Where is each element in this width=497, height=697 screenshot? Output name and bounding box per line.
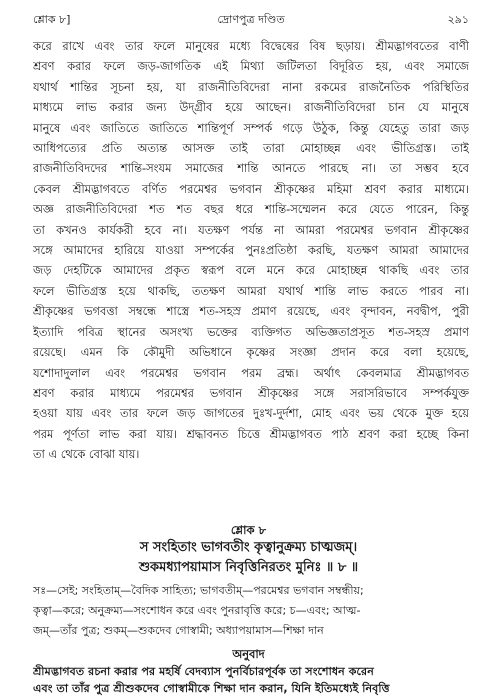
word-meaning-line: সঃ—সেই; সংহিতাম্—বৈদিক সাহিত্য; ভাগবতীম্—পরমেশ্বর ভগবান সম্বন্ধীয়; bbox=[33, 584, 364, 597]
purport-line: সঙ্গে আমাদের হারিয়ে যাওয়া সম্পর্কের পুনঃপ্রতিষ্ঠা করছি, যতক্ষণ আমরা আমাদের bbox=[33, 243, 469, 258]
purport-line: রয়েছে। এমন কি কৌমুদী অভিধানে কৃষ্ণের সংজ্ঞা প্রদান করে বলা হয়েছে, bbox=[33, 345, 469, 360]
purport-line: ইত্যাদি পবিত্র স্থানের অসংখ্য ভক্তের ব্যক্তিগত অভিজ্ঞতাপ্রসূত শত-সহস্র প্রমাণ bbox=[33, 324, 469, 339]
header-chapter-title: দ্রোণপুত্র দণ্ডিত bbox=[217, 13, 285, 26]
purport-line: হওয়া যায় এবং তার ফলে জড় জাগতের দুঃখ-দুর্দশা, মোহ এবং ভয় থেকে মুক্ত হয়ে bbox=[33, 406, 469, 421]
purport-line: ফলে ভীতিগ্রস্ত হয়ে থাকছি, ততক্ষণ আমরা যথার্থ শান্তি লাভ করতে পারব না। bbox=[33, 283, 469, 298]
purport-line: শ্রবণ করার ফলে জড়-জাগতিক এই মিথ্যা জটিলতা বিদূরিত হয়, এবং সমাজে bbox=[33, 59, 469, 74]
sloka-heading: শ্লোক ৮ bbox=[230, 523, 267, 537]
header-verse-number: শ্লোক ৮] bbox=[33, 13, 71, 26]
page-header bbox=[33, 10, 469, 30]
purport-line: মাধ্যমে লাভ করার জন্য উদ্গ্রীব হয়ে আছেন। রাজনীতিবিদেরা চান যে মানুষে bbox=[33, 100, 469, 115]
word-meaning-line: জম্—তাঁর পুত্র; শুকম্—শুকদেব গোস্বামী; অধ্যাপয়ামাস—শিক্ষা দান bbox=[33, 624, 324, 638]
translation bbox=[33, 663, 469, 697]
purport-line: শ্রবণ করার মাধ্যমে পরমেশ্বর ভগবান শ্রীকৃষ্ণের সঙ্গে সরাসরিভাবে সম্পর্কযুক্ত bbox=[33, 385, 469, 400]
purport-paragraph bbox=[33, 36, 469, 465]
purport-line: তা এ থেকে বোঝা যায়। bbox=[33, 447, 140, 462]
header-page-number: ২৯১ bbox=[447, 13, 469, 26]
purport-line: যথার্থ শান্তির সূচনা হয়, যা রাজনীতিবিদেরা নানা রকমের রাজনৈতিক পরিস্থিতির bbox=[33, 79, 469, 94]
purport-line: তা কখনও কার্যকরী হবে না। যতক্ষণ পর্যন্ত না আমরা পরমেশ্বর ভগবান শ্রীকৃষ্ণের bbox=[33, 222, 469, 237]
purport-line: কেবল শ্রীমদ্ভাগবতে বর্ণিত পরমেশ্বর ভগবান শ্রীকৃষ্ণের মহিমা শ্রবণ করার মাধ্যমে। bbox=[33, 181, 469, 196]
verse-line-1: স সংহিতাং ভাগবতীং কৃত্বানুক্রম্য চাত্মজম্। bbox=[139, 540, 358, 555]
purport-line: আধিপত্যের প্রতি অত্যন্ত আসক্ত তাই তারা মোহাচ্ছন্ন এবং ভীতিগ্রস্ত। তাই bbox=[33, 141, 469, 156]
purport-line: জড় দেহটিকে আমাদের প্রকৃত স্বরূপ বলে মনে করে মোহাচ্ছন্ন থাকছি এবং তার bbox=[33, 263, 469, 278]
purport-line: শ্রীকৃষ্ণের ভগবত্তা সম্বন্ধে শাস্ত্রে শত-সহস্র প্রমাণ রয়েছে, এবং বৃন্দাবন, নবদ্বীপ, পুরী bbox=[33, 304, 469, 319]
verse-line-2: শুকমধ্যাপয়ামাস নিবৃত্তিনিরতং মুনিঃ ॥ ৮ ॥ bbox=[138, 560, 359, 575]
translation-line: শ্রীমদ্ভাগবত রচনা করার পর মহর্ষি বেদব্যাস পুনর্বিচারপূর্বক তা সংশোধন করেন bbox=[33, 665, 374, 678]
purport-line: মানুষে এবং জাতিতে জাতিতে শান্তিপূর্ণ সম্পর্ক গড়ে উঠুক, কিন্তু যেহেতু তারা জড় bbox=[33, 120, 469, 135]
purport-line: করে রাখে এবং তার ফলে মানুষের মধ্যে বিদ্বেষের বিষ ছড়ায়। শ্রীমদ্ভাগবতের বাণী bbox=[33, 39, 469, 53]
translation-heading: অনুবাদ bbox=[232, 647, 265, 661]
translation-line: এবং তা তাঁর পুত্র শ্রীশুকদেব গোস্বামীকে শিক্ষা দান করান, যিনি ইতিমধ্যেই নিবৃত্তি bbox=[33, 682, 390, 695]
purport-line: রাজনীতিবিদদের শান্তি-সংযম সমাজের শান্তি আনতে পারছে না। তা সম্ভব হবে bbox=[33, 161, 469, 176]
word-meanings bbox=[33, 581, 469, 642]
purport-line: পরম পূর্ণতা লাভ করা যায়। শ্রদ্ধাবনত চিত্তে শ্রীমদ্ভাগবত পাঠ শ্রবণ করা হচ্ছে কিনা bbox=[33, 426, 469, 441]
word-meaning-line: কৃত্বা—করে; অনুক্রম্য—সংশোধন করে এবং পুনরাবৃত্তি করে; চ—এবং; আত্ম- bbox=[33, 604, 361, 618]
purport-line: যশোদাদুলাল এবং পরমেশ্বর ভগবান পরম ব্রহ্ম। অর্থাৎ কেবলমাত্র শ্রীমদ্ভাগবত bbox=[33, 365, 469, 380]
purport-line: অজ্ঞ রাজনীতিবিদেরা শত শত বছর ধরে শান্তি-সম্মেলন করে যেতে পারেন, কিন্তু bbox=[33, 202, 469, 217]
